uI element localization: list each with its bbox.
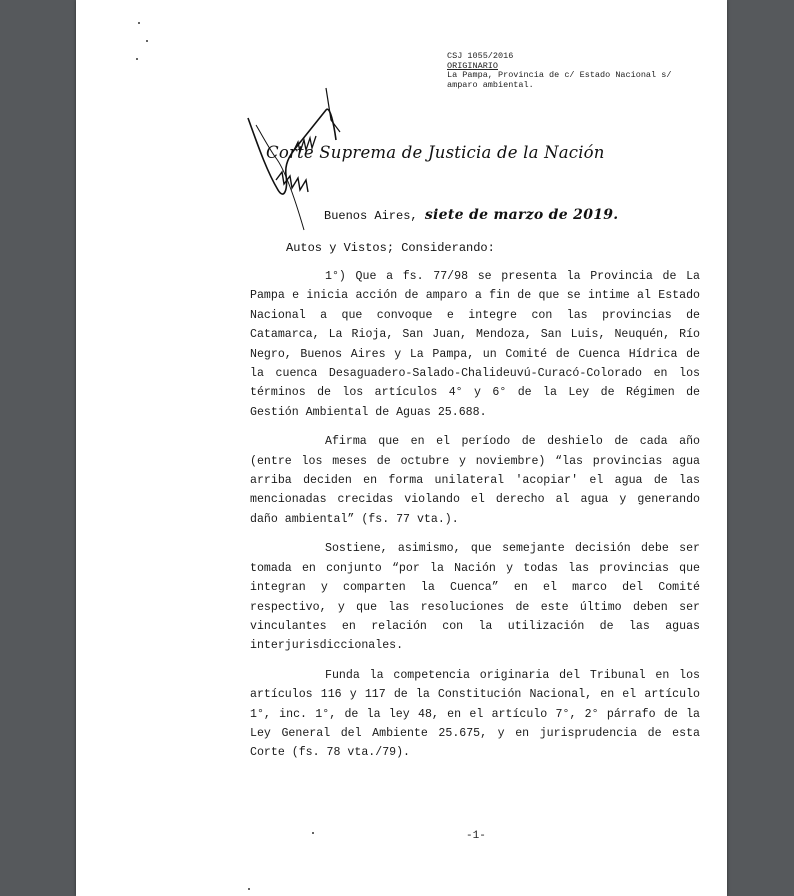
scan-speck	[136, 58, 138, 60]
case-info-block	[447, 52, 671, 90]
case-number: CSJ 1055/2016	[447, 51, 514, 61]
paragraph-1: 1°) Que a fs. 77/98 se presenta la Provincia de La Pampa e inicia acción de amparo a fin de que se intime al Estado Nacional a que convoque e integre con las provincias de Catamarca, La Rioja, San Juan, Mendoza, San Luis, Neuquén, Río Negro, Buenos Aires y La Pampa, un Comité de Cuenca Hídrica de la cuenca Desaguadero-Salado-Chalideuvú-Curacó-Colorado en los términos de los artículos 4° y 6° de la Ley de Régimen de Gestión Ambiental de Aguas 25.688.	[250, 270, 700, 419]
date-line	[324, 207, 619, 223]
handwritten-date: siete de marzo de 2019.	[424, 207, 619, 223]
paragraph-2: Afirma que en el período de deshielo de cada año (entre los meses de octubre y noviembre) “las provincias agua arriba deciden en forma unilateral 'acopiar' el agua de las mencionadas crecidas violando el derecho al agua y generando daño ambiental” (fs. 77 vta.).	[250, 435, 700, 526]
court-header: Corte Suprema de Justicia de la Nación	[266, 143, 605, 162]
page-number: -1-	[466, 830, 486, 842]
case-title-line1: La Pampa, Provincia de c/ Estado Nacional s/	[447, 70, 672, 80]
case-title-line2: amparo ambiental.	[447, 79, 534, 90]
paragraph-4: Funda la competencia originaria del Tribunal en los artículos 116 y 117 de la Constitución Nacional, en el artículo 1°, inc. 1°, de la ley 48, en el artículo 7°, 2° párrafo de la Ley General del Ambiente 25.675, y en jurisprudencia de esta Corte (fs. 78 vta./79).	[250, 668, 700, 760]
case-type: ORIGINARIO	[447, 60, 499, 71]
autos-heading: Autos y Vistos; Considerando:	[286, 241, 495, 255]
scan-speck	[138, 22, 140, 24]
body-text	[250, 267, 700, 773]
date-prefix: Buenos Aires,	[324, 209, 418, 223]
document-page	[76, 0, 727, 896]
scan-speck	[248, 888, 250, 890]
scan-speck	[146, 40, 148, 42]
paragraph-3: Sostiene, asimismo, que semejante decisión debe ser tomada en conjunto “por la Nación y todas las provincias que integran y comparten la Cuenca” en el marco del Comité respectivo, y que las resoluciones de este último deben ser vinculantes en relación con la utilización de las aguas interjurisdiccionales.	[250, 542, 700, 653]
scan-speck	[312, 832, 314, 834]
